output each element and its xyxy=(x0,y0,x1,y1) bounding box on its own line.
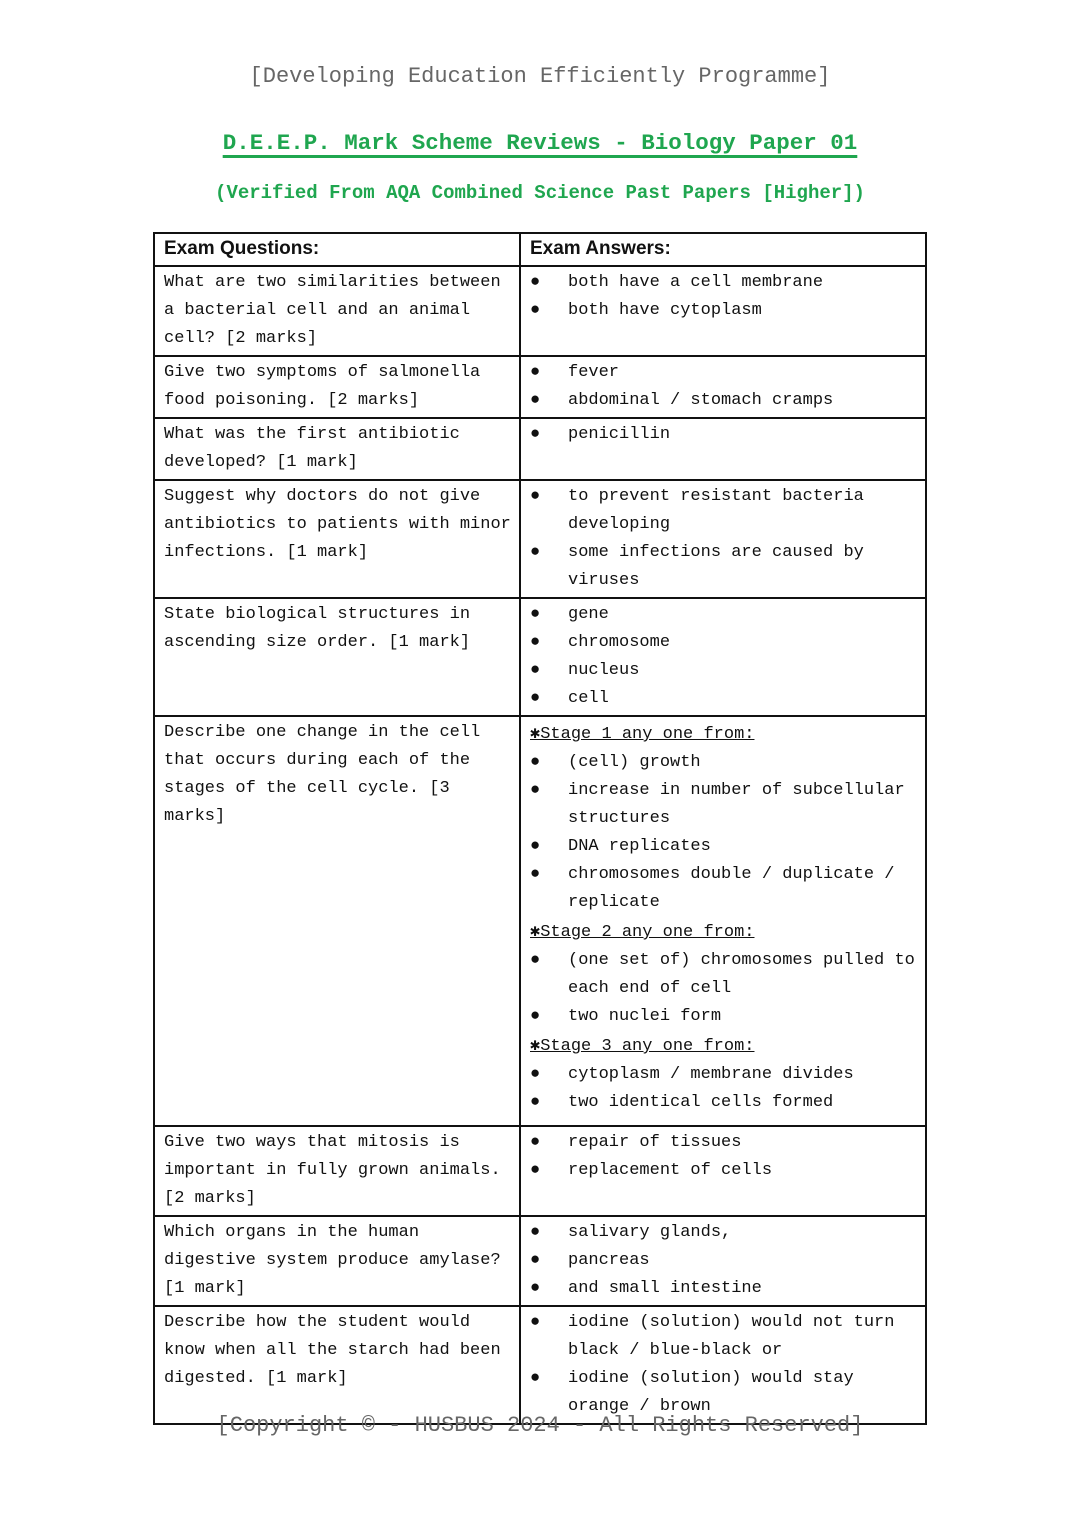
bullet-icon: ● xyxy=(530,1251,541,1270)
stage-heading: ✱Stage 3 any one from: xyxy=(530,1037,755,1056)
answer-bullet-item xyxy=(530,387,917,415)
bullet-icon: ● xyxy=(530,1133,541,1152)
answer-cell xyxy=(520,266,926,356)
answer-bullet-item xyxy=(530,1247,917,1275)
answer-cell xyxy=(520,418,926,480)
answers-column-header: Exam Answers: xyxy=(520,233,926,266)
bullet-icon: ● xyxy=(530,661,541,680)
answer-text: repair of tissues xyxy=(568,1133,742,1152)
table-row xyxy=(154,480,926,598)
bullet-icon: ● xyxy=(530,633,541,652)
answer-text: chromosomes double / duplicate / replicate xyxy=(568,865,895,912)
table-row xyxy=(154,266,926,356)
answer-bullet-item xyxy=(530,269,917,297)
answer-text: to prevent resistant bacteria developing xyxy=(568,487,864,534)
bullet-icon: ● xyxy=(530,1161,541,1180)
table-row xyxy=(154,1216,926,1306)
answer-text: fever xyxy=(568,363,620,382)
answer-bullet-item xyxy=(530,1275,917,1303)
bullet-icon: ● xyxy=(530,391,541,410)
bullet-icon: ● xyxy=(530,1007,541,1026)
mark-scheme-table xyxy=(153,232,927,1425)
table-row xyxy=(154,598,926,716)
answer-text: iodine (solution) would stay orange / brown xyxy=(568,1369,854,1416)
answer-bullet-item xyxy=(530,833,917,861)
document-title-text: D.E.E.P. Mark Scheme Reviews - Biology Paper 01 xyxy=(222,130,858,156)
answer-text: iodine (solution) would not turn black / blue-black or xyxy=(568,1313,895,1360)
answer-bullet-item xyxy=(530,601,917,629)
bullet-icon: ● xyxy=(530,1279,541,1298)
answer-bullet-item xyxy=(530,359,917,387)
table-body xyxy=(154,266,926,1424)
bullet-icon: ● xyxy=(530,363,541,382)
answer-bullet-item xyxy=(530,1129,917,1157)
answer-bullet-item xyxy=(530,539,917,595)
bullet-icon: ● xyxy=(530,1313,541,1332)
answer-cell xyxy=(520,356,926,418)
bullet-icon: ● xyxy=(530,543,541,562)
answer-cell xyxy=(520,1216,926,1306)
bullet-icon: ● xyxy=(530,1223,541,1242)
bullet-icon: ● xyxy=(530,837,541,856)
answer-bullet-item xyxy=(530,1089,917,1117)
answer-text: both have cytoplasm xyxy=(568,301,762,320)
bullet-icon: ● xyxy=(530,865,541,884)
answer-cell xyxy=(520,716,926,1126)
answer-text: salivary glands, xyxy=(568,1223,732,1242)
answer-text: cell xyxy=(568,689,609,708)
question-cell: Give two symptoms of salmonella food poisoning. [2 marks] xyxy=(154,356,520,418)
answer-text: replacement of cells xyxy=(568,1161,773,1180)
answer-text: increase in number of subcellular structures xyxy=(568,781,905,828)
question-cell: Suggest why doctors do not give antibiotics to patients with minor infections. [1 mark] xyxy=(154,480,520,598)
answer-text: some infections are caused by viruses xyxy=(568,543,864,590)
answer-text: gene xyxy=(568,605,609,624)
bullet-icon: ● xyxy=(530,1369,541,1388)
bullet-icon: ● xyxy=(530,781,541,800)
document-title xyxy=(0,130,1080,156)
answer-text: and small intestine xyxy=(568,1279,762,1298)
answer-text: both have a cell membrane xyxy=(568,273,824,292)
answer-bullet-item xyxy=(530,1157,917,1185)
table-row xyxy=(154,1126,926,1216)
table-header-row xyxy=(154,233,926,266)
answer-cell xyxy=(520,1306,926,1424)
answer-text: cytoplasm / membrane divides xyxy=(568,1065,854,1084)
bullet-icon: ● xyxy=(530,1065,541,1084)
answer-text: two identical cells formed xyxy=(568,1093,834,1112)
answer-bullet-item xyxy=(530,629,917,657)
answer-bullet-item xyxy=(530,1061,917,1089)
answer-text: nucleus xyxy=(568,661,640,680)
bullet-icon: ● xyxy=(530,301,541,320)
bullet-icon: ● xyxy=(530,951,541,970)
question-cell: What was the first antibiotic developed? [1 mark] xyxy=(154,418,520,480)
questions-column-header: Exam Questions: xyxy=(154,233,520,266)
bullet-icon: ● xyxy=(530,689,541,708)
programme-header: [Developing Education Efficiently Programme] xyxy=(249,64,831,89)
stage-heading: ✱Stage 1 any one from: xyxy=(530,725,755,744)
question-cell: State biological structures in ascending size order. [1 mark] xyxy=(154,598,520,716)
answer-bullet-item xyxy=(530,483,917,539)
document-subtitle: (Verified From AQA Combined Science Past Papers [Higher]) xyxy=(215,182,865,204)
bullet-icon: ● xyxy=(530,425,541,444)
answer-bullet-item xyxy=(530,421,917,449)
question-cell: Describe how the student would know when all the starch had been digested. [1 mark] xyxy=(154,1306,520,1424)
answer-bullet-item xyxy=(530,777,917,833)
bullet-icon: ● xyxy=(530,273,541,292)
stage-heading: ✱Stage 2 any one from: xyxy=(530,923,755,942)
answer-bullet-item xyxy=(530,1003,917,1031)
answer-bullet-item xyxy=(530,861,917,917)
answer-bullet-item xyxy=(530,749,917,777)
answer-text: chromosome xyxy=(568,633,671,652)
answer-cell xyxy=(520,598,926,716)
question-cell: What are two similarities between a bacterial cell and an animal cell? [2 marks] xyxy=(154,266,520,356)
question-cell: Give two ways that mitosis is important in fully grown animals. [2 marks] xyxy=(154,1126,520,1216)
answer-cell xyxy=(520,1126,926,1216)
question-cell: Describe one change in the cell that occurs during each of the stages of the cell cycle. [3 marks] xyxy=(154,716,520,1126)
bullet-icon: ● xyxy=(530,487,541,506)
answer-text: two nuclei form xyxy=(568,1007,722,1026)
table-row xyxy=(154,418,926,480)
answer-text: (cell) growth xyxy=(568,753,701,772)
table-row xyxy=(154,716,926,1126)
bullet-icon: ● xyxy=(530,605,541,624)
answer-text: abdominal / stomach cramps xyxy=(568,391,834,410)
answer-bullet-item xyxy=(530,1309,917,1365)
answer-cell xyxy=(520,480,926,598)
answer-bullet-item xyxy=(530,685,917,713)
question-cell: Which organs in the human digestive system produce amylase? [1 mark] xyxy=(154,1216,520,1306)
answer-bullet-item xyxy=(530,947,917,1003)
table-row xyxy=(154,356,926,418)
answer-bullet-item xyxy=(530,297,917,325)
answer-text: DNA replicates xyxy=(568,837,711,856)
copyright-footer: [Copyright © - HUSBUS 2024 - All Rights Reserved] xyxy=(216,1413,864,1438)
answer-bullet-item xyxy=(530,657,917,685)
table-row xyxy=(154,1306,926,1424)
bullet-icon: ● xyxy=(530,1093,541,1112)
bullet-icon: ● xyxy=(530,753,541,772)
answer-text: penicillin xyxy=(568,425,671,444)
answer-text: pancreas xyxy=(568,1251,650,1270)
answer-text: (one set of) chromosomes pulled to each end of cell xyxy=(568,951,915,998)
answer-bullet-item xyxy=(530,1219,917,1247)
